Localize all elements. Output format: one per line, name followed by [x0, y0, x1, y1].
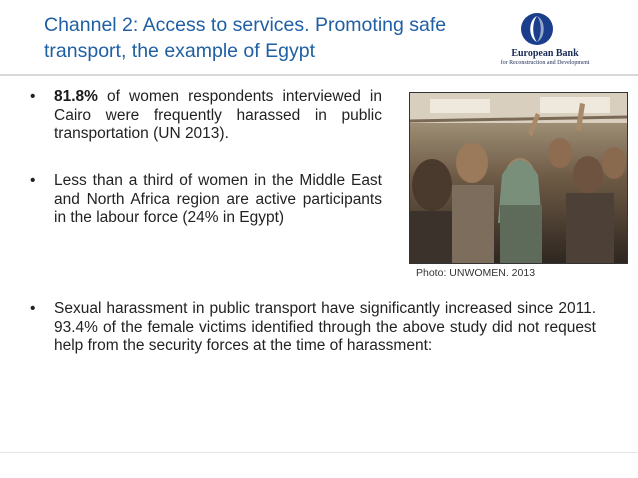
- title-line-2: transport, the example of Egypt: [44, 40, 315, 62]
- logo-subtitle: for Reconstruction and Development: [500, 60, 590, 66]
- footer-divider: [0, 452, 638, 453]
- bullet-marker: •: [30, 172, 36, 189]
- bullet-text: Sexual harassment in public transport have significantly increased since 2011. 93.4% of the female victims identified through the above study did not request help from the security forces at the time of harassment:: [54, 300, 596, 354]
- crowded-bus-image: [410, 93, 627, 263]
- bullet-item-3: [30, 300, 596, 356]
- bullet-text: of women respondents interviewed in Cairo were frequently harassed in public transportation (UN 2013).: [54, 88, 382, 142]
- bullet-item-1: [30, 88, 382, 144]
- bullet-marker: •: [30, 88, 36, 105]
- ebrd-logo-icon: [520, 12, 554, 46]
- logo-name: European Bank: [511, 48, 579, 59]
- photo-caption: Photo: UNWOMEN. 2013: [416, 267, 536, 279]
- title-line-1: Channel 2: Access to services. Promoting safe: [44, 14, 447, 36]
- header-divider: [0, 74, 638, 76]
- bullet-item-2: [30, 172, 382, 228]
- commuters-photo: [409, 92, 628, 264]
- bullet-highlight: 81.8%: [54, 88, 98, 105]
- bullet-text: Less than a third of women in the Middle East and North Africa region are active participants in the labour force (24% in Egypt): [54, 172, 382, 226]
- bullet-marker: •: [30, 300, 36, 317]
- page-title: [44, 12, 494, 64]
